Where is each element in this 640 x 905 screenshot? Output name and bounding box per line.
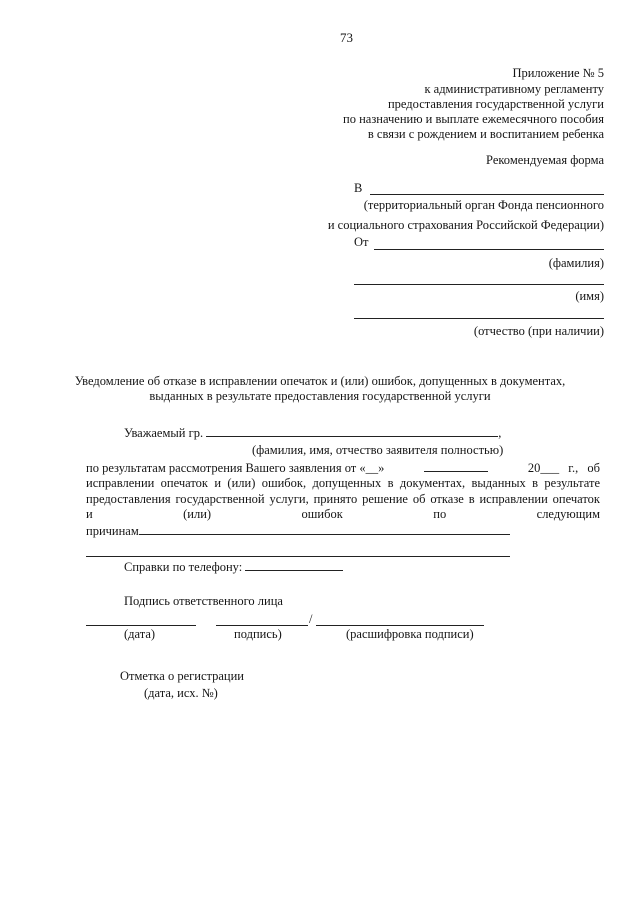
body-line-5 (86, 523, 510, 539)
registration-caption: (дата, исх. №) (144, 686, 218, 700)
name-caption: (имя) (575, 289, 604, 303)
greeting (124, 425, 501, 441)
patronymic-line[interactable] (354, 318, 604, 319)
reasons-label: причинам (86, 524, 139, 538)
signature-slash: / (309, 612, 313, 626)
to-line[interactable] (370, 194, 604, 195)
appendix-line-1: Приложение № 5 (512, 66, 604, 80)
surname-caption: (фамилия) (548, 256, 604, 270)
body-line-2: исправлении опечаток и (или) ошибок, допущенных в документах, выданных в результате (86, 476, 600, 490)
reasons-field[interactable] (139, 523, 510, 535)
org-caption-2: и социального страхования Российской Федерации) (327, 218, 604, 232)
from-line[interactable] (374, 249, 604, 250)
title-line-2: выданных в результате предоставления государственной услуги (149, 389, 491, 403)
appendix-line-5: в связи с рождением и воспитанием ребенка (367, 127, 604, 141)
patronymic-caption: (отчество (при наличии) (473, 324, 604, 338)
name-line[interactable] (354, 284, 604, 285)
reasons-line-2[interactable] (86, 556, 510, 557)
signature-decode-line[interactable] (316, 625, 484, 626)
greeting-label: Уважаемый гр. (124, 426, 204, 440)
body-line-3: предоставления государственной услуги, принято решение об отказе в исправлении опечаток (86, 492, 600, 506)
registration-heading: Отметка о регистрации (120, 669, 244, 683)
greeting-comma: , (498, 426, 502, 440)
sign-caption: подпись) (234, 627, 282, 641)
from-label: От (354, 235, 369, 249)
signature-heading: Подпись ответственного лица (124, 594, 283, 608)
to-label: В (354, 181, 363, 195)
date-sign-line[interactable] (86, 625, 196, 626)
phone-label: Справки по телефону: (124, 560, 243, 574)
appendix-line-3: предоставления государственной услуги (387, 97, 604, 111)
body-line-4: и (или) ошибок по следующим (86, 507, 600, 521)
appendix-line-4: по назначению и выплате ежемесячного пособия (343, 112, 604, 126)
fio-caption: (фамилия, имя, отчество заявителя полностью) (252, 443, 504, 457)
phone-field[interactable] (245, 559, 343, 571)
decode-caption: (расшифровка подписи) (346, 627, 474, 641)
date-field[interactable] (424, 460, 488, 472)
page-number: 73 (340, 30, 353, 45)
date-caption: (дата) (124, 627, 156, 641)
signature-line[interactable] (216, 625, 308, 626)
phone-row (124, 559, 343, 575)
body-line-1 (86, 460, 600, 476)
title-line-1: Уведомление об отказе в исправлении опечаток и (или) ошибок, допущенных в документах, (74, 374, 566, 388)
body-line-1-text: по результатам рассмотрения Вашего заявления от «__» (86, 461, 385, 475)
body-line-1-year: 20___ г., об (527, 461, 600, 475)
form-note: Рекомендуемая форма (486, 153, 604, 167)
org-caption-1: (территориальный орган Фонда пенсионного (363, 198, 604, 212)
appendix-line-2: к административному регламенту (424, 82, 604, 96)
applicant-name-field[interactable] (206, 425, 498, 437)
